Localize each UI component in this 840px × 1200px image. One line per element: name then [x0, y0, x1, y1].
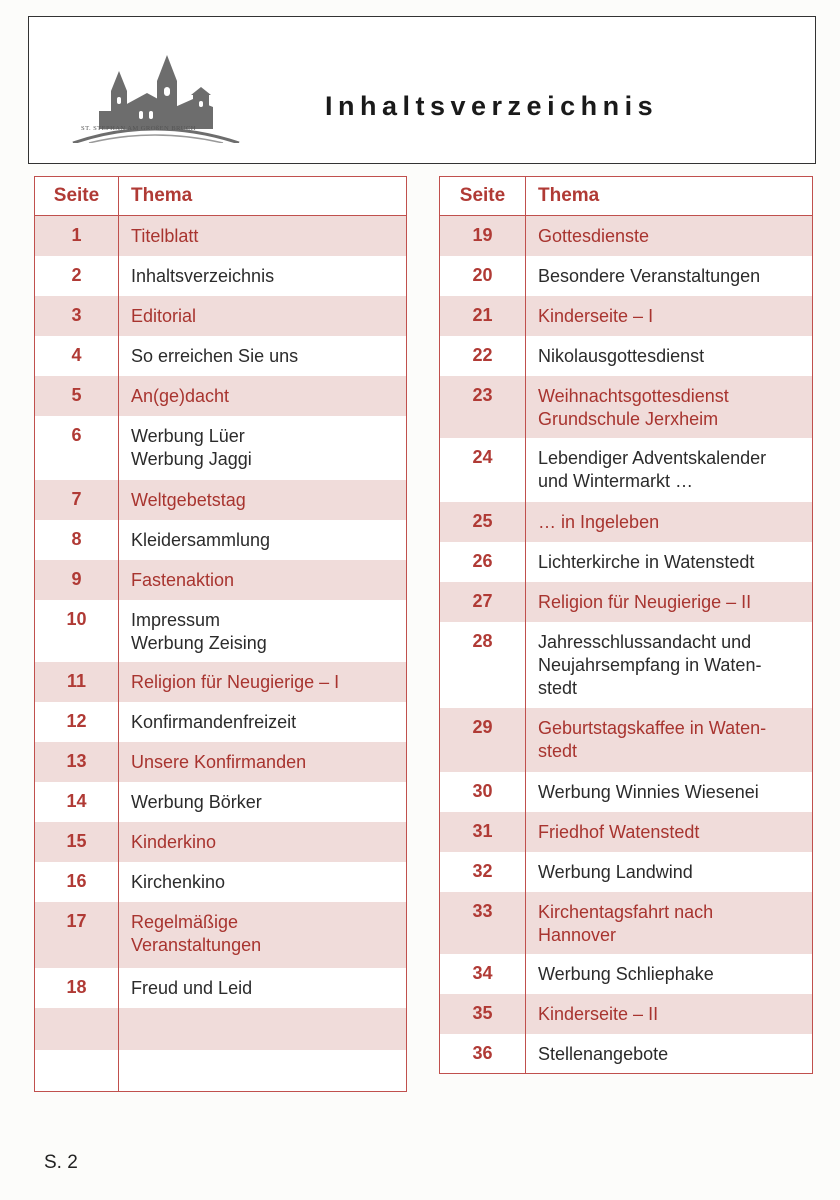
- page-ref: 30: [440, 772, 526, 812]
- topic-title: Werbung Landwind: [538, 861, 693, 882]
- logo-text: ST. STEPHAN AM GROßEN BRUCH: [81, 125, 196, 132]
- table-row: [440, 438, 813, 502]
- topic-title: Stellenangebote: [538, 1043, 669, 1064]
- column-header-seite: Seite: [35, 177, 119, 216]
- topic-title: Editorial: [131, 305, 197, 326]
- table-row: [440, 772, 813, 812]
- page-ref: 8: [35, 520, 119, 560]
- topic-title: Friedhof Watenstedt: [538, 821, 700, 842]
- topic-cell: [526, 376, 813, 438]
- table-row: [440, 582, 813, 622]
- toc-table-right: [439, 176, 813, 1074]
- topic-title: Kirchenkino: [131, 871, 226, 892]
- topic-cell: [119, 216, 407, 256]
- page-ref: 31: [440, 812, 526, 852]
- page-ref: 3: [35, 296, 119, 336]
- table-row: [35, 862, 407, 902]
- topic-title: Regelmäßige: [131, 911, 239, 932]
- table-row: [35, 376, 407, 416]
- page-ref: 12: [35, 702, 119, 742]
- topic-title: und Wintermarkt …: [538, 470, 694, 491]
- page-ref: 22: [440, 336, 526, 376]
- church-logo: [59, 43, 249, 143]
- topic-cell: [119, 968, 407, 1008]
- page-ref: 10: [35, 600, 119, 662]
- topic-cell: [526, 772, 813, 812]
- page-ref: 29: [440, 708, 526, 772]
- page-ref: 19: [440, 216, 526, 256]
- page-ref: 13: [35, 742, 119, 782]
- topic-cell: [526, 708, 813, 772]
- topic-cell: [526, 852, 813, 892]
- page-ref: 25: [440, 502, 526, 542]
- topic-cell: [526, 296, 813, 336]
- page-ref: 33: [440, 892, 526, 954]
- topic-cell: [526, 216, 813, 256]
- page-ref: 35: [440, 994, 526, 1034]
- topic-title: Impressum: [131, 609, 221, 630]
- topic-cell: [119, 600, 407, 662]
- table-row: [35, 520, 407, 560]
- topic-title: Neujahrsempfang in Waten-: [538, 654, 762, 675]
- topic-title: Gottesdienste: [538, 226, 650, 246]
- topic-title: An(ge)dacht: [131, 385, 230, 406]
- topic-title: Lichterkirche in Watenstedt: [538, 551, 755, 572]
- topic-cell: [526, 1034, 813, 1074]
- topic-title: Unsere Konfirmanden: [131, 751, 307, 772]
- topic-title: Nikolausgottesdienst: [538, 345, 705, 366]
- topic-title: Weltgebetstag: [131, 489, 246, 510]
- topic-cell: [119, 376, 407, 416]
- page-ref: 2: [35, 256, 119, 296]
- page-ref: 4: [35, 336, 119, 376]
- topic-cell: [119, 822, 407, 862]
- topic-cell: [526, 622, 813, 708]
- topic-title: Inhaltsverzeichnis: [131, 265, 275, 286]
- topic-title: Religion für Neugierige – II: [538, 591, 752, 612]
- topic-cell: [119, 742, 407, 782]
- page-ref: 14: [35, 782, 119, 822]
- topic-title: Veranstaltungen: [131, 934, 262, 955]
- page-ref: 36: [440, 1034, 526, 1074]
- table-row: [440, 542, 813, 582]
- topic-title: Kinderkino: [131, 831, 217, 852]
- topic-title: Hannover: [538, 924, 617, 945]
- topic-cell: [119, 702, 407, 742]
- topic-title: Kirchentagsfahrt nach: [538, 901, 714, 922]
- table-row: [440, 296, 813, 336]
- page-ref: 15: [35, 822, 119, 862]
- column-header-thema: Thema: [119, 177, 407, 216]
- topic-title: Werbung Lüer: [131, 425, 245, 446]
- table-row: [440, 994, 813, 1034]
- topic-cell: [119, 1008, 407, 1050]
- page-ref: 9: [35, 560, 119, 600]
- page-ref: 28: [440, 622, 526, 708]
- table-row: [35, 256, 407, 296]
- topic-title: Lebendiger Adventskalender: [538, 447, 767, 468]
- page-ref: 18: [35, 968, 119, 1008]
- table-row: [35, 662, 407, 702]
- topic-title: Werbung Zeising: [131, 632, 267, 653]
- topic-cell: [119, 662, 407, 702]
- topic-title: So erreichen Sie uns: [131, 345, 299, 366]
- page-ref: 24: [440, 438, 526, 502]
- page-ref: 17: [35, 902, 119, 968]
- topic-title: stedt: [538, 740, 578, 761]
- page-ref: 11: [35, 662, 119, 702]
- page-ref: 6: [35, 416, 119, 480]
- topic-title: Titelblatt: [131, 226, 199, 246]
- page-ref: [35, 1008, 119, 1050]
- topic-cell: [526, 438, 813, 502]
- page-ref: 34: [440, 954, 526, 994]
- topic-title: Kinderseite – I: [538, 305, 654, 326]
- topic-cell: [119, 782, 407, 822]
- topic-title: Werbung Jaggi: [131, 448, 252, 469]
- table-row: [440, 256, 813, 296]
- topic-title: Grundschule Jerxheim: [538, 408, 719, 429]
- topic-cell: [526, 994, 813, 1034]
- header-box: [28, 16, 816, 164]
- page-ref: 1: [35, 216, 119, 256]
- topic-cell: [119, 296, 407, 336]
- table-header-row: [35, 177, 407, 216]
- page-ref: 21: [440, 296, 526, 336]
- toc-table-left: [34, 176, 407, 1092]
- table-row: [440, 892, 813, 954]
- topic-cell: [119, 902, 407, 968]
- topic-cell: [119, 1050, 407, 1092]
- table-row: [440, 852, 813, 892]
- table-row: [440, 622, 813, 708]
- table-row: [35, 480, 407, 520]
- topic-cell: [526, 502, 813, 542]
- topic-title: Fastenaktion: [131, 569, 235, 590]
- table-row: [35, 1008, 407, 1050]
- topic-cell: [526, 892, 813, 954]
- table-row: [35, 968, 407, 1008]
- topic-cell: [119, 416, 407, 480]
- topic-cell: [526, 256, 813, 296]
- table-row: [440, 336, 813, 376]
- page-ref: [35, 1050, 119, 1092]
- table-row: [35, 782, 407, 822]
- topic-title: Werbung Börker: [131, 791, 262, 812]
- table-row: [35, 296, 407, 336]
- table-row: [35, 336, 407, 376]
- topic-title: Religion für Neugierige – I: [131, 671, 340, 692]
- page-ref: 20: [440, 256, 526, 296]
- topic-cell: [526, 542, 813, 582]
- table-row: [35, 902, 407, 968]
- page-ref: 7: [35, 480, 119, 520]
- topic-title: Kinderseite – II: [538, 1003, 659, 1024]
- page-title: Inhaltsverzeichnis: [325, 91, 659, 121]
- page-ref: 27: [440, 582, 526, 622]
- table-row: [35, 600, 407, 662]
- page-ref: 16: [35, 862, 119, 902]
- topic-cell: [119, 862, 407, 902]
- topic-title: Werbung Winnies Wiesenei: [538, 781, 759, 802]
- table-row: [440, 812, 813, 852]
- table-row: [35, 560, 407, 600]
- topic-cell: [526, 582, 813, 622]
- table-row: [35, 822, 407, 862]
- table-row: [440, 216, 813, 256]
- topic-cell: [119, 520, 407, 560]
- topic-title: Konfirmandenfreizeit: [131, 711, 297, 732]
- table-row: [440, 376, 813, 438]
- topic-title: Besondere Veranstaltungen: [538, 265, 761, 286]
- page-ref: 26: [440, 542, 526, 582]
- table-row: [440, 502, 813, 542]
- topic-title: Kleidersammlung: [131, 529, 271, 550]
- topic-title: … in Ingeleben: [538, 511, 660, 532]
- topic-cell: [119, 336, 407, 376]
- topic-cell: [526, 954, 813, 994]
- topic-cell: [119, 480, 407, 520]
- page-ref: 23: [440, 376, 526, 438]
- table-row: [35, 702, 407, 742]
- topic-title: Jahresschlussandacht und: [538, 631, 752, 652]
- table-row: [35, 742, 407, 782]
- column-header-thema: Thema: [526, 177, 813, 216]
- table-row: [440, 708, 813, 772]
- table-row: [35, 1050, 407, 1092]
- page-number: S. 2: [44, 1152, 78, 1173]
- topic-cell: [526, 336, 813, 376]
- topic-cell: [119, 560, 407, 600]
- table-row: [440, 954, 813, 994]
- topic-title: stedt: [538, 677, 578, 698]
- topic-title: Geburtstagskaffee in Waten-: [538, 717, 767, 738]
- table-row: [35, 416, 407, 480]
- topic-cell: [526, 812, 813, 852]
- page-ref: 5: [35, 376, 119, 416]
- topic-title: Weihnachtsgottesdienst: [538, 385, 729, 406]
- topic-title: Werbung Schliephake: [538, 963, 714, 984]
- topic-cell: [119, 256, 407, 296]
- table-header-row: [440, 177, 813, 216]
- page-ref: 32: [440, 852, 526, 892]
- table-row: [440, 1034, 813, 1074]
- table-row: [35, 216, 407, 256]
- column-header-seite: Seite: [440, 177, 526, 216]
- topic-title: Freud und Leid: [131, 977, 253, 998]
